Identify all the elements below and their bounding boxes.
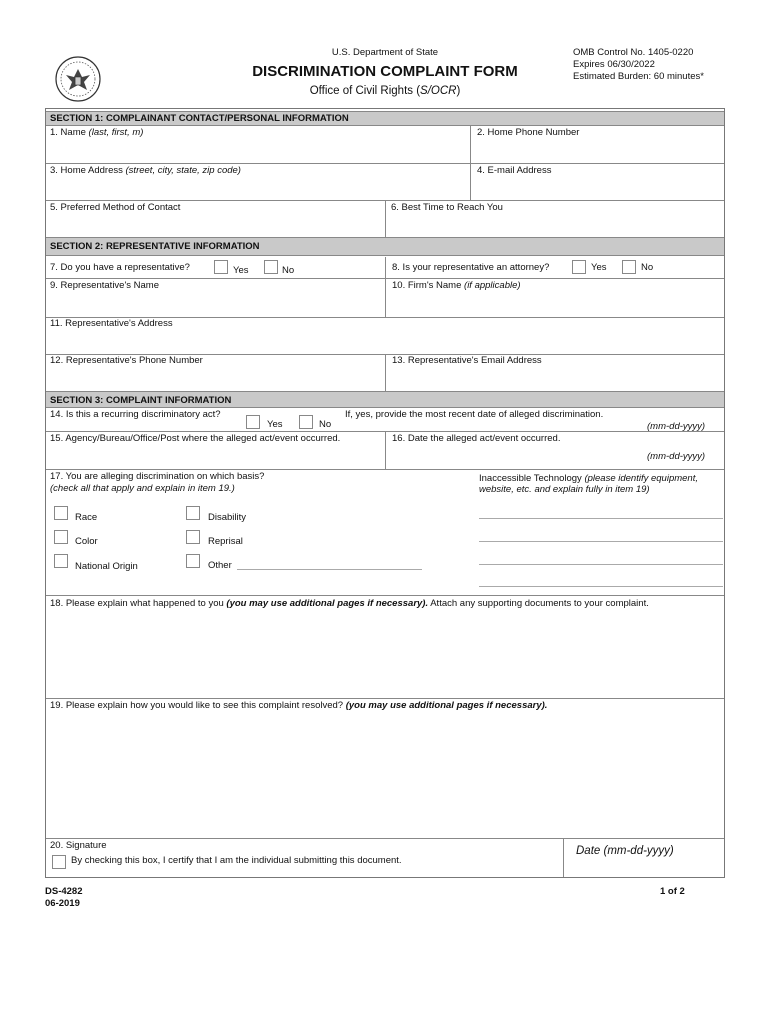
field-10-label: 10. Firm's Name <box>392 280 465 291</box>
field-10-firm-name[interactable] <box>392 280 521 292</box>
signature-certify-text: By checking this box, I certify that I am the individual submitting this document. <box>71 855 402 866</box>
field-7-yes-checkbox[interactable] <box>214 260 228 274</box>
field-8-no-checkbox[interactable] <box>622 260 636 274</box>
reprisal-label: Reprisal <box>208 536 243 547</box>
section-3-header: SECTION 3: COMPLAINT INFORMATION <box>46 391 724 408</box>
field-8-no-label: No <box>641 262 654 273</box>
tech-label-text: Inaccessible Technology <box>479 473 585 484</box>
field-18-explain[interactable] <box>50 598 649 610</box>
field-1-hint: (last, first, m) <box>88 127 144 138</box>
tech-hint-2: website, etc. and explain fully in item 19) <box>479 484 650 495</box>
form-revision-date: 06-2019 <box>45 898 80 909</box>
field-4-email[interactable]: 4. E-mail Address <box>477 165 552 176</box>
tech-line-3[interactable] <box>479 564 723 565</box>
tech-line-1[interactable] <box>479 518 723 519</box>
field-3-label: 3. Home Address <box>50 165 126 176</box>
field-7-no-checkbox[interactable] <box>264 260 278 274</box>
field-8-yes-checkbox[interactable] <box>572 260 586 274</box>
national-origin-checkbox[interactable] <box>54 554 68 568</box>
field-7-no-label: No <box>282 265 295 276</box>
field-18-bold: (you may use additional pages if necessary). <box>226 598 429 609</box>
field-3-home-address[interactable] <box>50 165 241 177</box>
field-19-resolution[interactable] <box>50 700 547 712</box>
other-checkbox[interactable] <box>186 554 200 568</box>
disability-label: Disability <box>208 512 247 523</box>
omb-burden: Estimated Burden: 60 minutes* <box>573 71 704 82</box>
field-8-label: 8. Is your representative an attorney? <box>392 262 550 273</box>
section-1-header: SECTION 1: COMPLAINANT CONTACT/PERSONAL INFORMATION <box>46 111 724 126</box>
field-2-home-phone[interactable]: 2. Home Phone Number <box>477 127 580 138</box>
field-19-bold: (you may use additional pages if necessary). <box>345 700 548 711</box>
field-14-note: If, yes, provide the most recent date of alleged discrimination. <box>345 409 604 420</box>
color-checkbox[interactable] <box>54 530 68 544</box>
other-input-line[interactable] <box>237 569 422 570</box>
field-14-no-label: No <box>319 419 332 430</box>
office-code: S/OCR <box>420 85 457 97</box>
field-14-no-checkbox[interactable] <box>299 415 313 429</box>
field-20-label: 20. Signature <box>50 840 107 851</box>
complaint-form <box>45 108 725 878</box>
tech-line-2[interactable] <box>479 541 723 542</box>
field-1-name[interactable] <box>50 127 143 139</box>
office-prefix: Office of Civil Rights ( <box>309 85 421 97</box>
field-6-best-time[interactable]: 6. Best Time to Reach You <box>391 202 503 213</box>
race-label: Race <box>75 512 98 523</box>
field-9-rep-name[interactable]: 9. Representative's Name <box>50 280 160 291</box>
field-14-yes-label: Yes <box>267 419 283 430</box>
signature-certify-checkbox[interactable] <box>52 855 66 869</box>
signature-date-input[interactable]: Date (mm-dd-yyyy) <box>576 845 674 857</box>
field-14-date-input[interactable]: (mm-dd-yyyy) <box>647 421 706 432</box>
field-14-yes-checkbox[interactable] <box>246 415 260 429</box>
field-11-rep-address[interactable]: 11. Representative's Address <box>50 318 173 329</box>
field-5-preferred-contact[interactable]: 5. Preferred Method of Contact <box>50 202 181 213</box>
color-label: Color <box>75 536 98 547</box>
field-10-hint: (if applicable) <box>464 280 521 291</box>
field-12-rep-phone[interactable]: 12. Representative's Phone Number <box>50 355 203 366</box>
national-origin-label: National Origin <box>75 561 138 572</box>
omb-expires: Expires 06/30/2022 <box>573 59 655 70</box>
form-title: DISCRIMINATION COMPLAINT FORM <box>252 63 518 80</box>
field-15-agency[interactable]: 15. Agency/Bureau/Office/Post where the alleged act/event occurred. <box>50 433 341 444</box>
disability-checkbox[interactable] <box>186 506 200 520</box>
field-18-label: 18. Please explain what happened to you <box>50 598 227 609</box>
field-16-date-label: 16. Date the alleged act/event occurred. <box>392 433 561 444</box>
state-department-seal-icon <box>54 55 102 103</box>
office-name <box>230 85 540 97</box>
race-checkbox[interactable] <box>54 506 68 520</box>
form-number: DS-4282 <box>45 886 83 897</box>
department-name: U.S. Department of State <box>331 47 439 58</box>
field-18-tail: Attach any supporting documents to your complaint. <box>428 598 649 609</box>
field-17-hint: (check all that apply and explain in item 19.) <box>50 483 235 494</box>
tech-line-4[interactable] <box>479 586 723 587</box>
field-1-label: 1. Name <box>50 127 89 138</box>
reprisal-checkbox[interactable] <box>186 530 200 544</box>
field-17-label: 17. You are alleging discrimination on which basis? <box>50 471 265 482</box>
section-2-header: SECTION 2: REPRESENTATIVE INFORMATION <box>46 237 724 256</box>
omb-control: OMB Control No. 1405-0220 <box>573 47 694 58</box>
field-19-label: 19. Please explain how you would like to see this complaint resolved? <box>50 700 346 711</box>
field-14-label: 14. Is this a recurring discriminatory act? <box>50 409 221 420</box>
field-16-date-input[interactable]: (mm-dd-yyyy) <box>647 451 706 462</box>
tech-hint-1: (please identify equipment, <box>584 473 698 484</box>
other-label: Other <box>208 560 232 571</box>
office-suffix: ) <box>456 85 461 97</box>
field-13-rep-email[interactable]: 13. Representative's Email Address <box>392 355 542 366</box>
field-7-label: 7. Do you have a representative? <box>50 262 190 273</box>
page-number: 1 of 2 <box>660 886 685 897</box>
field-8-yes-label: Yes <box>591 262 607 273</box>
field-7-yes-label: Yes <box>233 265 249 276</box>
field-3-hint: (street, city, state, zip code) <box>125 165 241 176</box>
